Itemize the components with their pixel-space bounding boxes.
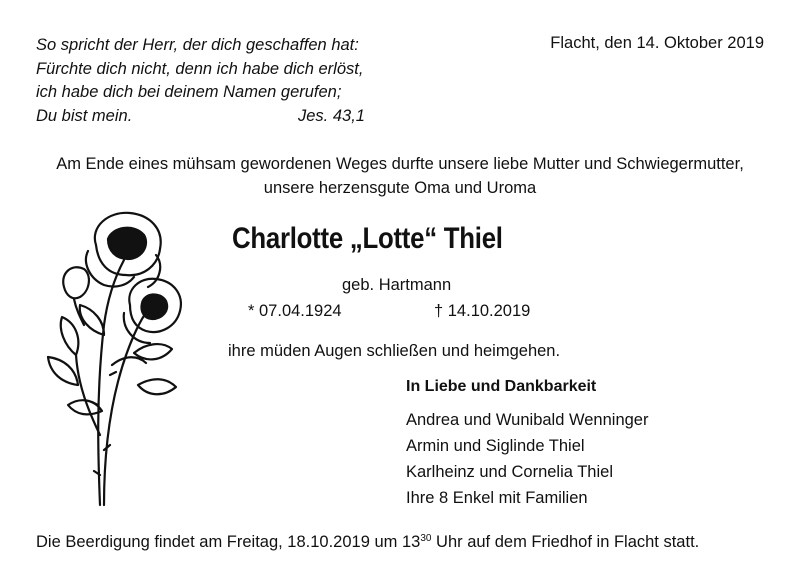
mourner-name: Karlheinz und Cornelia Thiel: [406, 463, 613, 481]
mourner-name: Armin und Siglinde Thiel: [406, 437, 585, 455]
maiden-name: geb. Hartmann: [342, 276, 452, 294]
intro-text: [0, 153, 800, 200]
intro-line: unsere herzensgute Oma und Uroma: [263, 178, 537, 197]
birth-date: * 07.04.1924: [248, 302, 342, 320]
quote-reference: Jes. 43,1: [298, 106, 365, 125]
rose-illustration: [38, 205, 208, 515]
bible-quote: [36, 34, 363, 128]
rose-icon: [38, 205, 208, 515]
quote-line: Du bist mein.: [36, 106, 133, 125]
intro-line: Am Ende eines mühsam gewordenen Weges durfte unsere liebe Mutter und Schwiegermutter,: [56, 155, 744, 173]
quote-line: So spricht der Herr, der dich geschaffen hat:: [36, 36, 359, 54]
mourners-list: [406, 407, 648, 511]
funeral-text-end: Uhr auf dem Friedhof in Flacht statt.: [431, 533, 700, 551]
quote-line: ich habe dich bei deinem Namen gerufen;: [36, 83, 342, 101]
funeral-notice: [36, 533, 699, 552]
quote-line: Fürchte dich nicht, denn ich habe dich erlöst,: [36, 59, 364, 78]
mourner-name: Andrea und Wunibald Wenninger: [406, 411, 649, 429]
quote-line-with-reference: [36, 105, 363, 129]
mourners-heading: In Liebe und Dankbarkeit: [406, 378, 597, 395]
death-date: † 14.10.2019: [434, 302, 531, 320]
closing-line: ihre müden Augen schließen und heimgehen.: [228, 342, 561, 360]
deceased-name: Charlotte „Lotte“ Thiel: [232, 222, 503, 255]
place-date: Flacht, den 14. Oktober 2019: [550, 34, 764, 52]
funeral-time-minutes: 30: [420, 533, 432, 544]
mourner-name: Ihre 8 Enkel mit Familien: [406, 489, 588, 507]
funeral-text: Die Beerdigung findet am Freitag, 18.10.2019 um 13: [36, 533, 421, 551]
